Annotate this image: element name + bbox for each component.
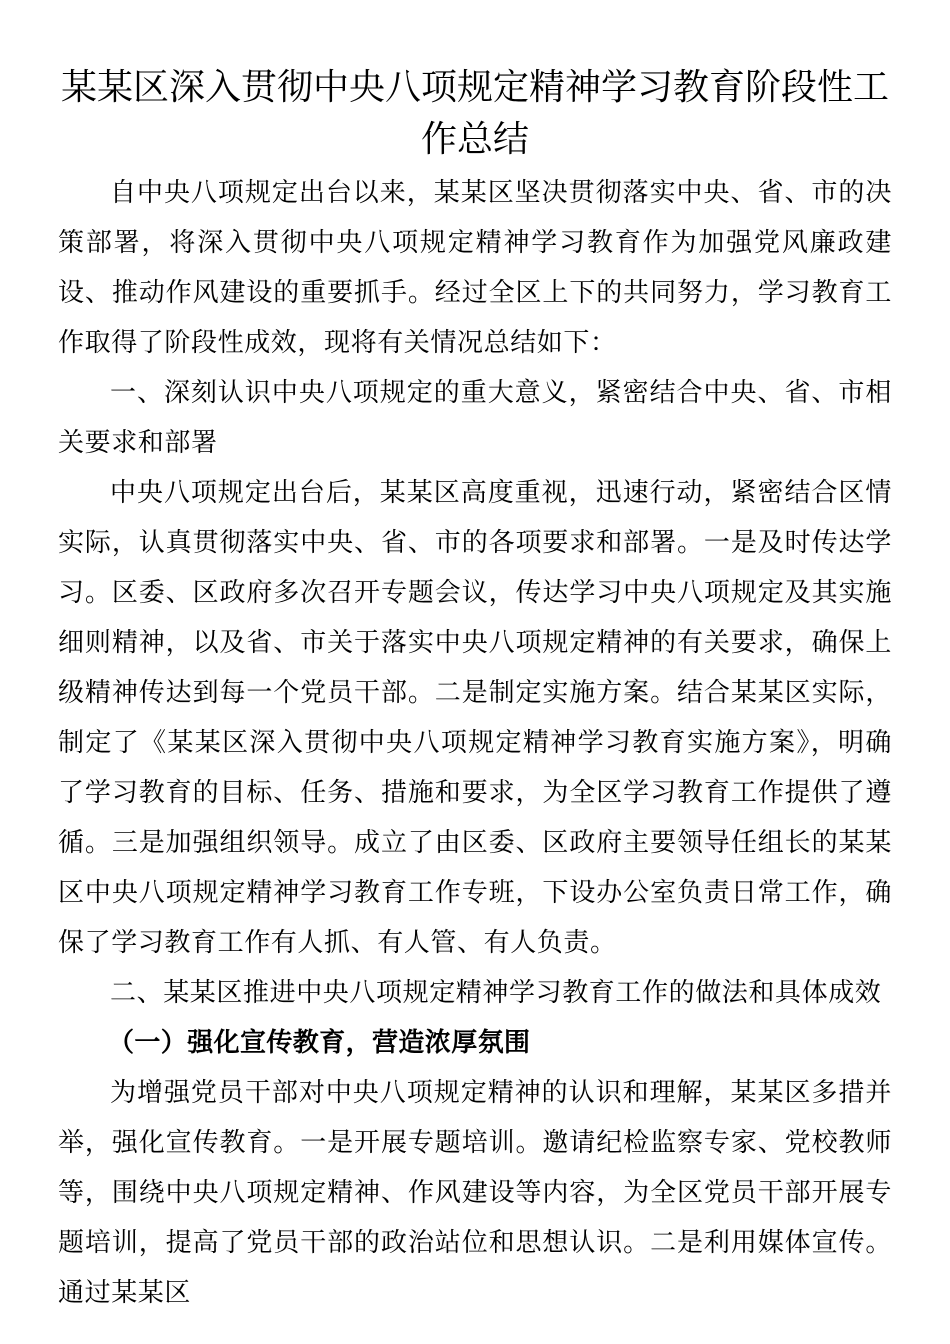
section-heading-2: 二、某某区推进中央八项规定精神学习教育工作的做法和具体成效 [110, 978, 882, 1008]
document-page [58, 62, 892, 1318]
document-title: 某某区深入贯彻中央八项规定精神学习教育阶段性工作总结 [60, 67, 889, 160]
intro-paragraph: 自中央八项规定出台以来，某某区坚决贯彻落实中央、省、市的决策部署，将深入贯彻中央八项规定精神学习教育作为加强党风廉政建设、推动作风建设的重要抓手。经过全区上下的共同努力，学习教育工作取得了阶段性成效，现将有关情况总结如下： [58, 178, 892, 358]
section-heading-1: 一、深刻认识中央八项规定的重大意义，紧密结合中央、省、市相关要求和部署 [58, 378, 892, 458]
section-1-paragraph: 中央八项规定出台后，某某区高度重视，迅速行动，紧密结合区情实际，认真贯彻落实中央、省、市的各项要求和部署。一是及时传达学习。区委、区政府多次召开专题会议，传达学习中央八项规定及其实施细则精神，以及省、市关于落实中央八项规定精神的有关要求，确保上级精神传达到每一个党员干部。二是制定实施方案。结合某某区实际，制定了《某某区深入贯彻中央八项规定精神学习教育实施方案》，明确了学习教育的目标、任务、措施和要求，为全区学习教育工作提供了遵循。三是加强组织领导。成立了由区委、区政府主要领导任组长的某某区中央八项规定精神学习教育工作专班，下设办公室负责日常工作，确保了学习教育工作有人抓、有人管、有人负责。 [58, 478, 892, 958]
subsection-heading-1: （一）强化宣传教育，营造浓厚氛围 [108, 1028, 531, 1058]
subsection-1-paragraph: 为增强党员干部对中央八项规定精神的认识和理解，某某区多措并举，强化宣传教育。一是开展专题培训。邀请纪检监察专家、党校教师等，围绕中央八项规定精神、作风建设等内容，为全区党员干部开展专题培训，提高了党员干部的政治站位和思想认识。二是利用媒体宣传。通过某某区 [58, 1078, 892, 1308]
